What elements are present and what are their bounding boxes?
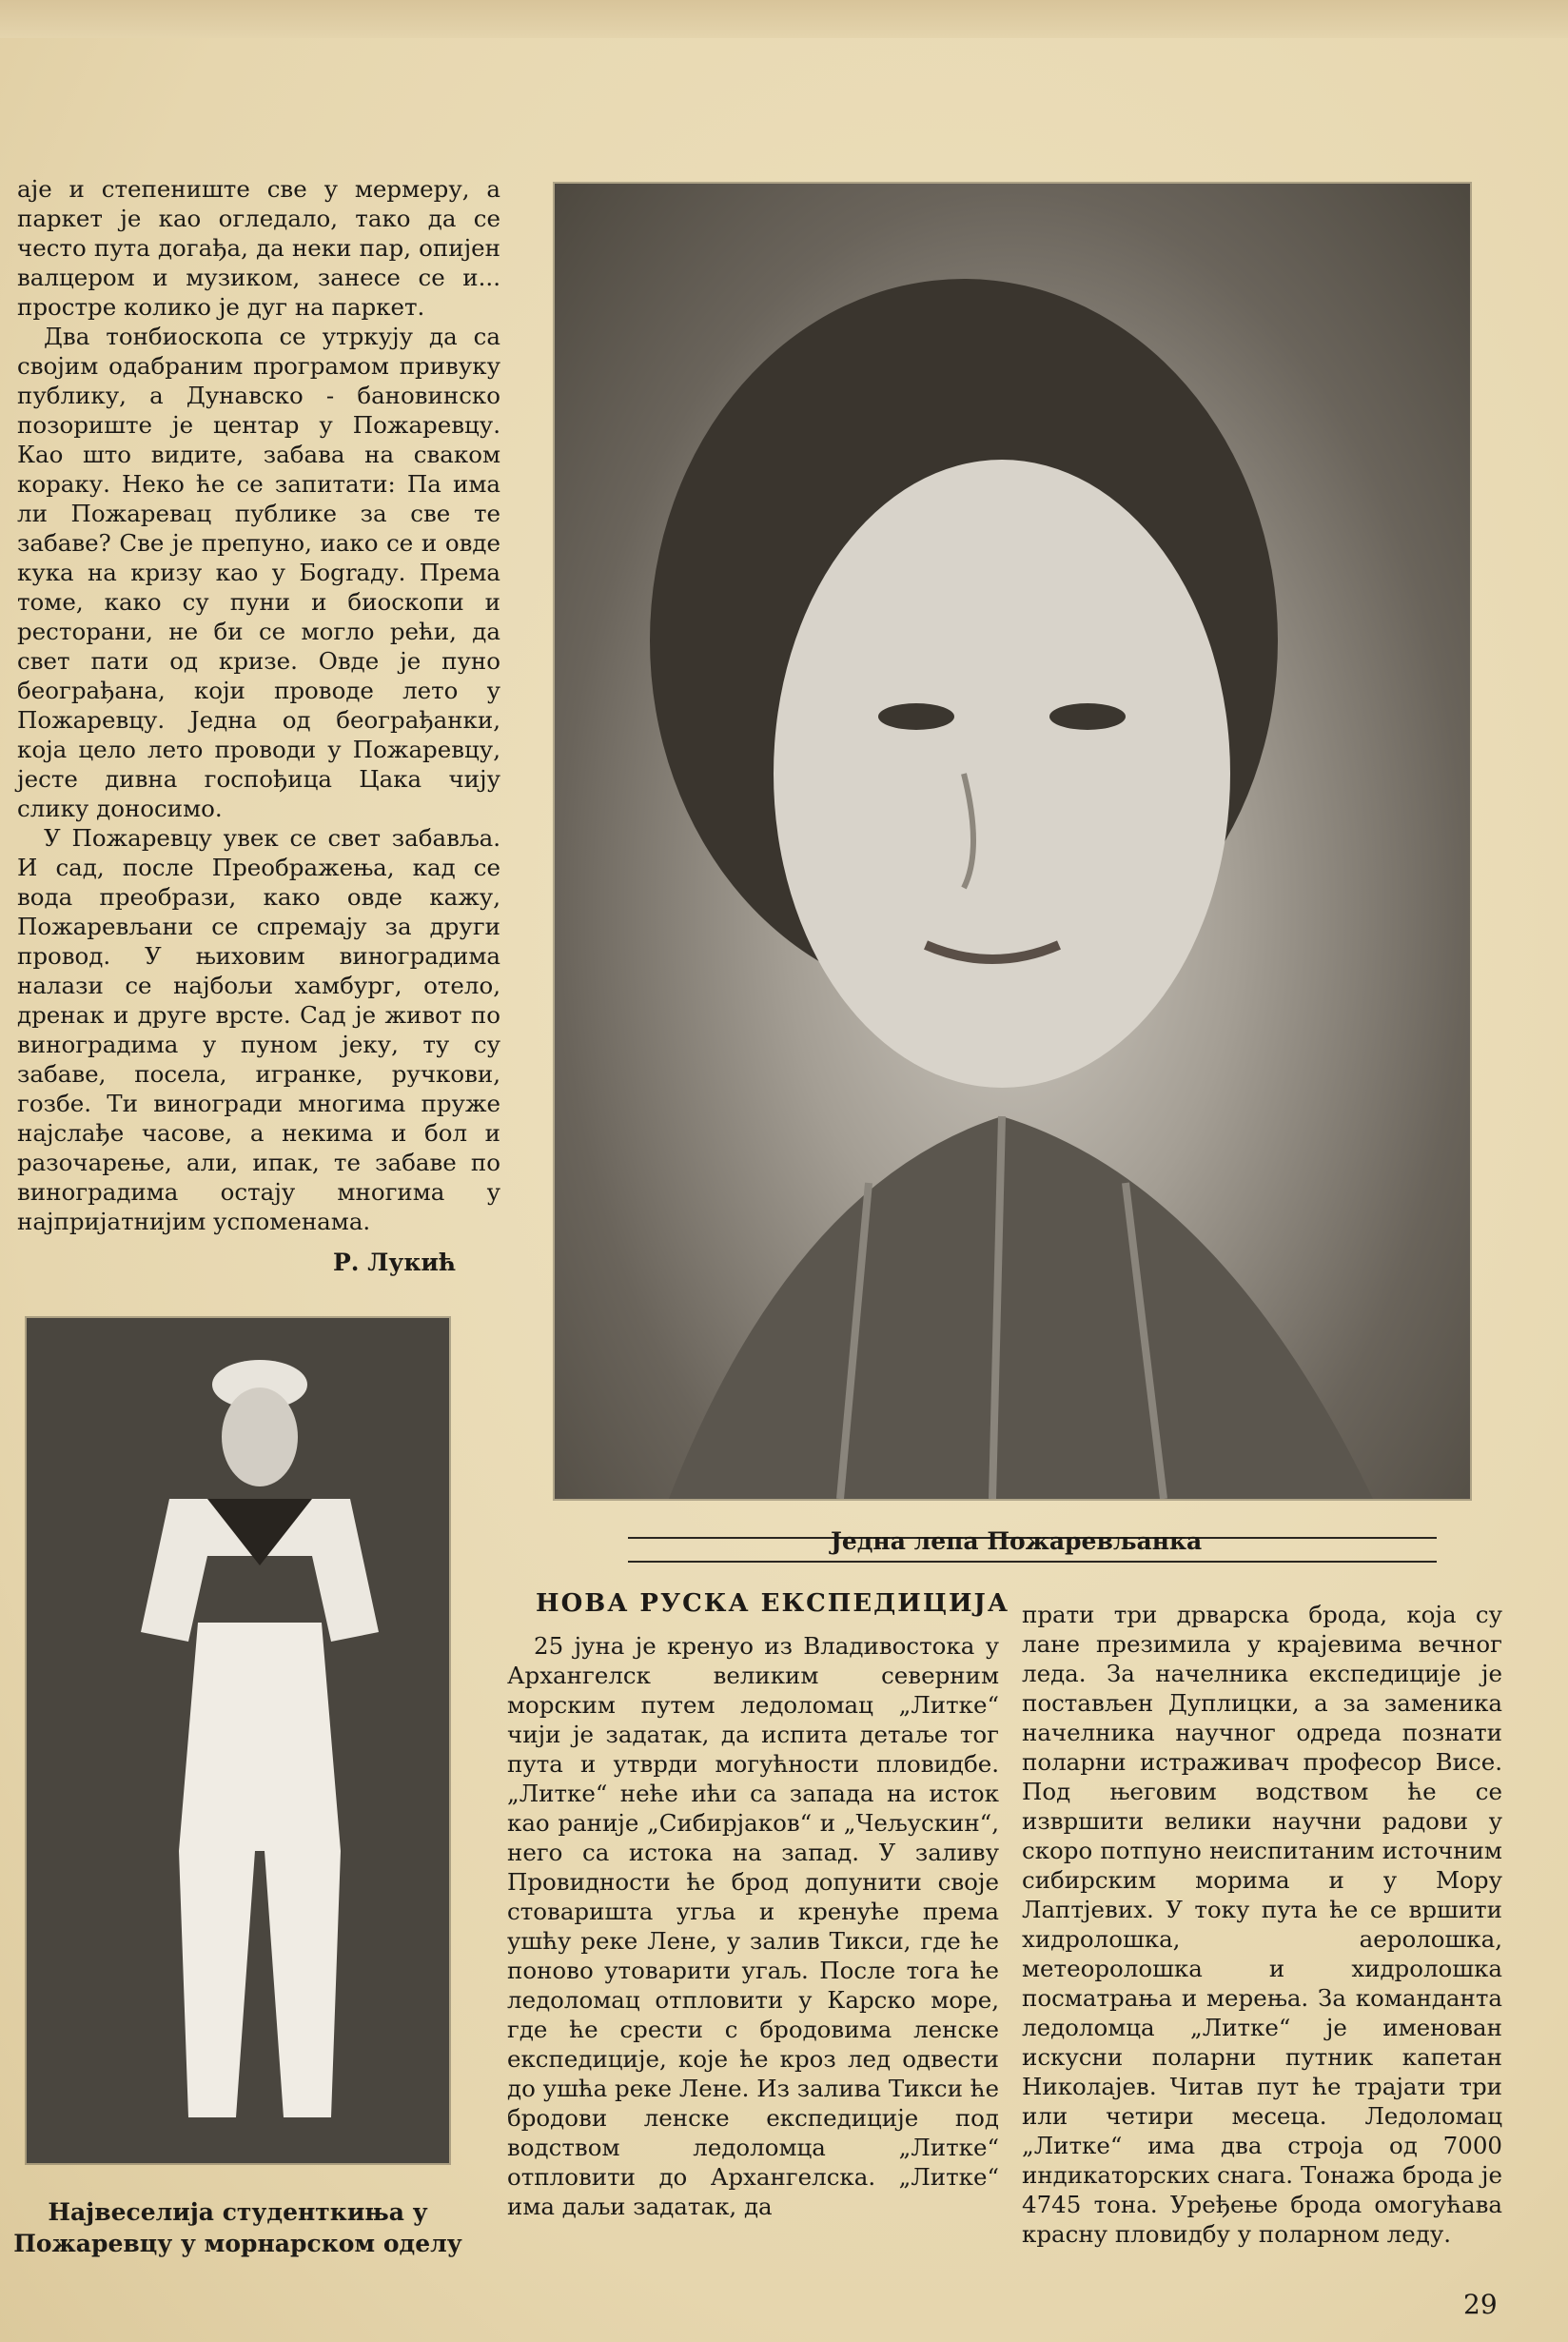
left-paragraph: Два тонбиоскопа се утркују да са својим одабраним програмом привуку публику, а Дунавско - бановинско позориште је центар у Пожаревцу. Као што видите, забава на сваком кораку. Неко ће се запитати: Па има ли Пожаревац публике за све те забаве? Све је препуно, иако се и овде кука на кризу као у Бograду. Према томе, како су пуни и биоскопи и ресторани, не би се могло рећи, да свет пати од кризе. Овде је пуно београђана, који проводе лето у Пожаревцу. Једна од београђанки, која цело лето проводи у Пожаревцу, јесте дивна госпођица Цака чију слику доносимо. bbox=[17, 323, 500, 822]
article-right-column bbox=[1022, 1600, 1502, 2249]
left-paragraph: аје и степениште све у мермеру, а паркет је као огледало, тако да се често пута догађа, да неки пар, опијен валцером и музиком, занесе се и... простре колико је дуг на паркет. bbox=[17, 175, 500, 321]
left-paragraph: У Пожаревцу увек се свет забавља. И сад, после Преображења, кад се вода преобрази, како овде кажу, Пожаревљани се спремају за други провод. У њиховим виноградима налази се најбољи хамбург, отело, дренак и друге врсте. Сад је живот по виноградима у пуном јеку, ту су забаве, посела, игранке, ручкови, гозбе. Ти виногради многима пружe најслађе часове, а некима и бол и разочарење, али, ипак, те забаве по виноградима остају многима у најпријатнијим успоменама. bbox=[17, 824, 500, 1235]
sailor-illustration bbox=[27, 1318, 449, 2163]
sailor-caption: Највеселија студенткиња у Пожаревцу у морнарском оделу bbox=[13, 2198, 462, 2257]
caption-rule bbox=[628, 1561, 1437, 1563]
portrait-caption: Једна лепа Пожаревљанка bbox=[831, 1527, 1203, 1555]
article-headline: НОВА РУСКА ЕКСПЕДИЦИЈА bbox=[536, 1589, 1010, 1618]
page-top-edge bbox=[0, 0, 1568, 38]
article-text: 25 јуна је кренуо из Владивостока у Архангелск великим северним морским путем ледоломац „Литке“ чији је задатак, да испита детаље тог пута и утврди могућности пловидбе. „Литке“ неће ићи са запада на исток као раније „Сибирјаков“ и „Чељускин“, него са истока на запад. У заливу Провидности ће брод допунити своје стоваришта угља и кренуће према ушћу реке Лене, у залив Тикси, где ће поново утоварити угаљ. После тога ће ледоломац отпловити у Карско море, где ће срести с бродовима ленске експедиције, које ће кроз лед одвести до ушћа реке Лене. Из залива Тикси ће бродови ленске експедиције под водством ледоломца „Литке“ отпловити до Архангелска. „Литке“ има даљи задатак, да bbox=[507, 1632, 999, 2220]
portrait-illustration bbox=[555, 184, 1470, 1499]
sailor-photo bbox=[27, 1318, 449, 2163]
left-text-column bbox=[17, 174, 500, 1236]
article-text: прати три дрварска брода, која су лане презимила у крајевима вечног леда. За начелника експедиције је постављен Дуплицки, а за заменика начелника научног одреда познати поларни истраживач професор Висе. Под његовим водством ће се извршити велики научни радови у скоро потпуно неиспитаним источним сибирским морима и у Мору Лаптјевих. У току пута ће се вршити хидролошка, аеролошка, метеоролошка и хидролошка посматрања и мерења. За команданта ледоломца „Литке“ је именован искусни поларни путник капетан Николајев. Читав пут ће трајати три или четири месеца. Ледоломац „Литке“ има два строја од 7000 индикаторских снага. Тонажа брода је 4745 тона. Уређење брода омогућава красну пловидбу у поларном леду. bbox=[1022, 1601, 1502, 2248]
article-middle-column bbox=[507, 1631, 999, 2221]
page-number: 29 bbox=[1463, 2289, 1498, 2320]
author-signature: Р. Лукић bbox=[333, 1249, 457, 1276]
portrait-photo bbox=[555, 184, 1470, 1499]
